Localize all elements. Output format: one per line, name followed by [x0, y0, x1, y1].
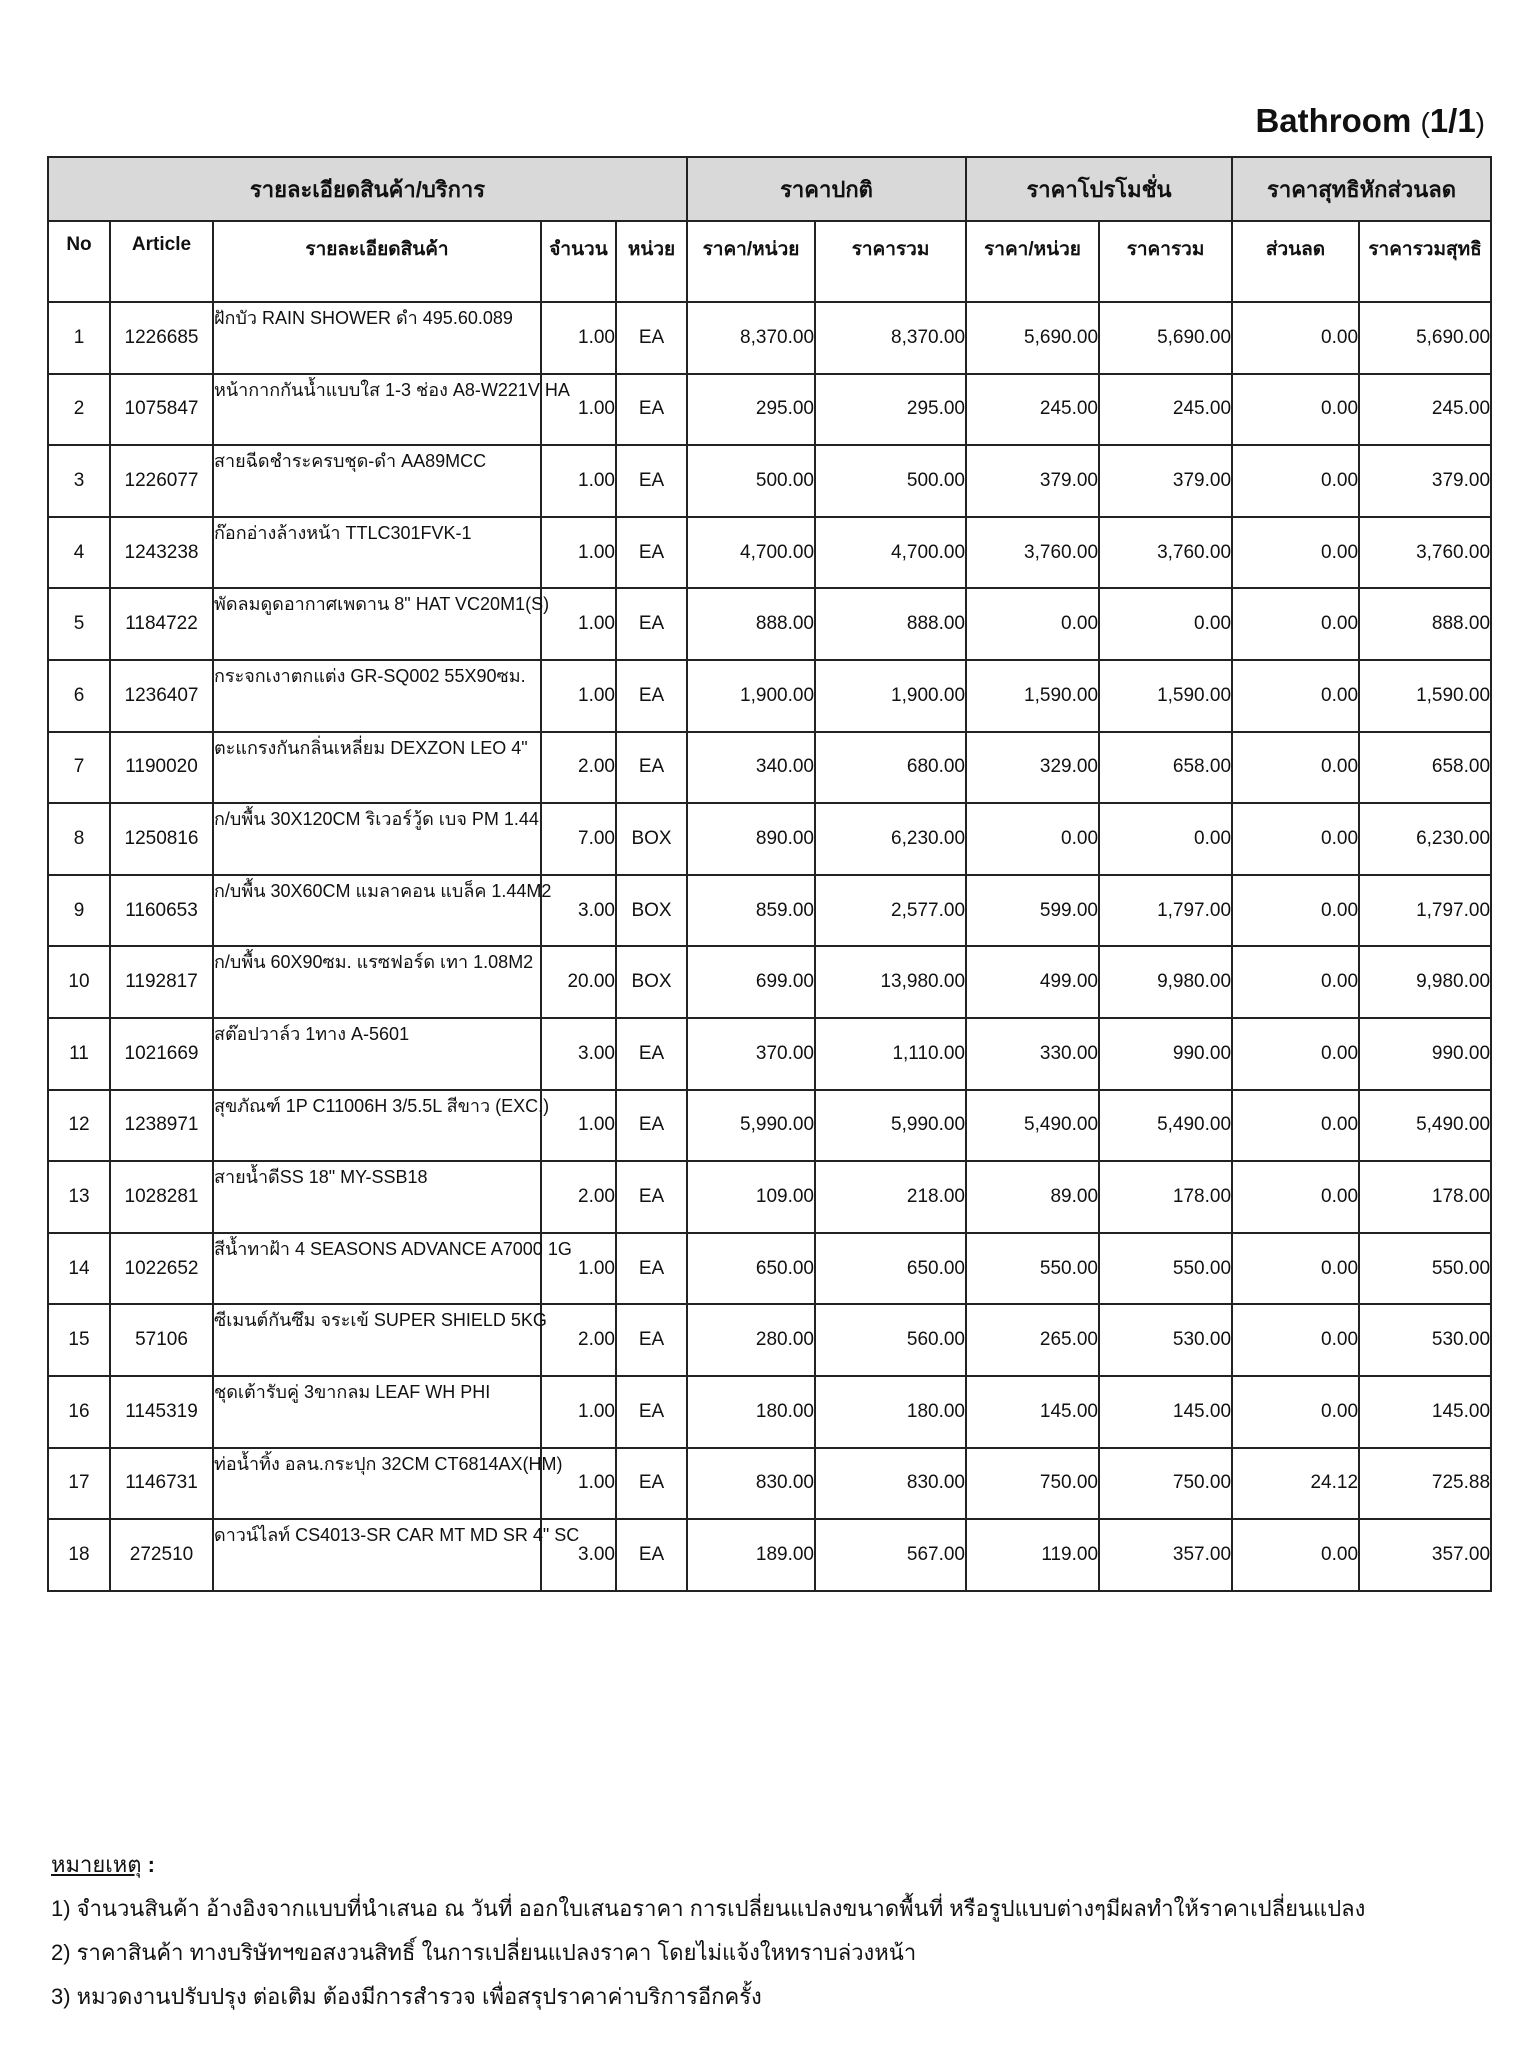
promo-total: 0.00	[1099, 588, 1232, 660]
quotation-table	[47, 156, 1492, 1592]
article-number: 1226685	[110, 302, 213, 374]
item-description: ฝักบัว RAIN SHOWER ดำ 495.60.089	[213, 302, 541, 374]
normal-unit-price: 888.00	[687, 588, 815, 660]
column-header-promo-unit-price: ราคา/หน่วย	[966, 221, 1099, 302]
promo-total: 658.00	[1099, 732, 1232, 804]
notes-section	[51, 1843, 1365, 2019]
row-no: 8	[48, 803, 110, 875]
normal-unit-price: 340.00	[687, 732, 815, 804]
normal-unit-price: 189.00	[687, 1519, 815, 1591]
row-no: 13	[48, 1161, 110, 1233]
page-title-paren-close: )	[1475, 107, 1485, 138]
net-total: 357.00	[1359, 1519, 1491, 1591]
unit: EA	[616, 1090, 687, 1162]
column-header-net-total: ราคารวมสุทธิ	[1359, 221, 1491, 302]
article-number: 272510	[110, 1519, 213, 1591]
discount: 0.00	[1232, 875, 1359, 947]
promo-unit-price: 379.00	[966, 445, 1099, 517]
column-header-unit: หน่วย	[616, 221, 687, 302]
column-header-promo-total: ราคารวม	[1099, 221, 1232, 302]
promo-unit-price: 145.00	[966, 1376, 1099, 1448]
group-header-promo-price: ราคาโปรโมชั่น	[966, 157, 1232, 221]
net-total: 5,690.00	[1359, 302, 1491, 374]
promo-total: 990.00	[1099, 1018, 1232, 1090]
article-number: 1021669	[110, 1018, 213, 1090]
row-no: 9	[48, 875, 110, 947]
discount: 24.12	[1232, 1448, 1359, 1520]
unit: EA	[616, 445, 687, 517]
normal-total: 4,700.00	[815, 517, 966, 589]
normal-unit-price: 4,700.00	[687, 517, 815, 589]
promo-unit-price: 0.00	[966, 588, 1099, 660]
net-total: 530.00	[1359, 1304, 1491, 1376]
note-item-3: 3) หมวดงานปรับปรุง ต่อเติม ต้องมีการสำรวจ เพื่อสรุปราคาค่าบริการอีกครั้ง	[51, 1984, 762, 2009]
row-no: 16	[48, 1376, 110, 1448]
promo-total: 1,797.00	[1099, 875, 1232, 947]
column-header-no: No	[48, 221, 110, 302]
page-title-paren-open: (	[1420, 107, 1430, 138]
promo-total: 245.00	[1099, 374, 1232, 446]
article-number: 1238971	[110, 1090, 213, 1162]
article-number: 1243238	[110, 517, 213, 589]
table-row	[48, 517, 1491, 589]
page-number: 1/1	[1429, 102, 1476, 139]
row-no: 2	[48, 374, 110, 446]
row-no: 3	[48, 445, 110, 517]
net-total: 725.88	[1359, 1448, 1491, 1520]
table-row	[48, 1233, 1491, 1305]
article-number: 1190020	[110, 732, 213, 804]
unit: EA	[616, 1376, 687, 1448]
discount: 0.00	[1232, 803, 1359, 875]
table-row	[48, 1018, 1491, 1090]
normal-unit-price: 650.00	[687, 1233, 815, 1305]
quantity: 3.00	[541, 1018, 616, 1090]
normal-unit-price: 830.00	[687, 1448, 815, 1520]
quantity: 1.00	[541, 1448, 616, 1520]
normal-unit-price: 370.00	[687, 1018, 815, 1090]
unit: BOX	[616, 875, 687, 947]
page-title-text: Bathroom	[1255, 102, 1412, 139]
discount: 0.00	[1232, 1519, 1359, 1591]
row-no: 10	[48, 946, 110, 1018]
net-total: 888.00	[1359, 588, 1491, 660]
normal-unit-price: 8,370.00	[687, 302, 815, 374]
column-header-normal-total: ราคารวม	[815, 221, 966, 302]
promo-unit-price: 599.00	[966, 875, 1099, 947]
normal-total: 8,370.00	[815, 302, 966, 374]
discount: 0.00	[1232, 302, 1359, 374]
item-description: หน้ากากกันน้ำแบบใส 1-3 ช่อง A8-W221V HA	[213, 374, 541, 446]
article-number: 1250816	[110, 803, 213, 875]
article-number: 1022652	[110, 1233, 213, 1305]
normal-unit-price: 890.00	[687, 803, 815, 875]
article-number: 1028281	[110, 1161, 213, 1233]
normal-total: 13,980.00	[815, 946, 966, 1018]
quantity: 1.00	[541, 1090, 616, 1162]
row-no: 17	[48, 1448, 110, 1520]
normal-unit-price: 5,990.00	[687, 1090, 815, 1162]
discount: 0.00	[1232, 588, 1359, 660]
quantity: 3.00	[541, 875, 616, 947]
group-header-normal-price: ราคาปกติ	[687, 157, 966, 221]
quantity: 7.00	[541, 803, 616, 875]
promo-unit-price: 5,490.00	[966, 1090, 1099, 1162]
item-description: ท่อน้ำทิ้ง อลน.กระปุก 32CM CT6814AX(HM)	[213, 1448, 541, 1520]
normal-total: 218.00	[815, 1161, 966, 1233]
discount: 0.00	[1232, 1161, 1359, 1233]
normal-total: 680.00	[815, 732, 966, 804]
item-description: ก/บพื้น 30X60CM แมลาคอน แบล็ค 1.44M2	[213, 875, 541, 947]
normal-total: 6,230.00	[815, 803, 966, 875]
normal-total: 180.00	[815, 1376, 966, 1448]
promo-total: 178.00	[1099, 1161, 1232, 1233]
table-row	[48, 374, 1491, 446]
table-row	[48, 875, 1491, 947]
article-number: 1146731	[110, 1448, 213, 1520]
promo-unit-price: 265.00	[966, 1304, 1099, 1376]
item-description: ซีเมนต์กันซึม จระเข้ SUPER SHIELD 5KG	[213, 1304, 541, 1376]
quantity: 1.00	[541, 517, 616, 589]
normal-total: 2,577.00	[815, 875, 966, 947]
unit: EA	[616, 1018, 687, 1090]
article-number: 1075847	[110, 374, 213, 446]
notes-colon: :	[141, 1852, 156, 1877]
normal-total: 560.00	[815, 1304, 966, 1376]
row-no: 5	[48, 588, 110, 660]
unit: BOX	[616, 803, 687, 875]
item-description: ก๊อกอ่างล้างหน้า TTLC301FVK-1	[213, 517, 541, 589]
promo-total: 9,980.00	[1099, 946, 1232, 1018]
promo-total: 530.00	[1099, 1304, 1232, 1376]
promo-unit-price: 5,690.00	[966, 302, 1099, 374]
table-row	[48, 1448, 1491, 1520]
unit: EA	[616, 1448, 687, 1520]
normal-total: 1,110.00	[815, 1018, 966, 1090]
quantity: 1.00	[541, 374, 616, 446]
net-total: 550.00	[1359, 1233, 1491, 1305]
net-total: 5,490.00	[1359, 1090, 1491, 1162]
discount: 0.00	[1232, 1018, 1359, 1090]
net-total: 658.00	[1359, 732, 1491, 804]
item-description: พัดลมดูดอากาศเพดาน 8" HAT VC20M1(S)	[213, 588, 541, 660]
promo-total: 550.00	[1099, 1233, 1232, 1305]
table-row	[48, 588, 1491, 660]
unit: EA	[616, 302, 687, 374]
promo-unit-price: 3,760.00	[966, 517, 1099, 589]
net-total: 990.00	[1359, 1018, 1491, 1090]
table-row	[48, 302, 1491, 374]
quantity: 1.00	[541, 588, 616, 660]
promo-total: 379.00	[1099, 445, 1232, 517]
normal-unit-price: 859.00	[687, 875, 815, 947]
net-total: 9,980.00	[1359, 946, 1491, 1018]
quantity: 1.00	[541, 1376, 616, 1448]
normal-total: 500.00	[815, 445, 966, 517]
promo-total: 5,690.00	[1099, 302, 1232, 374]
notes-title: หมายเหตุ	[51, 1852, 142, 1877]
discount: 0.00	[1232, 1376, 1359, 1448]
article-number: 1145319	[110, 1376, 213, 1448]
promo-total: 750.00	[1099, 1448, 1232, 1520]
promo-unit-price: 0.00	[966, 803, 1099, 875]
row-no: 11	[48, 1018, 110, 1090]
article-number: 1192817	[110, 946, 213, 1018]
normal-unit-price: 1,900.00	[687, 660, 815, 732]
article-number: 57106	[110, 1304, 213, 1376]
article-number: 1160653	[110, 875, 213, 947]
quantity: 2.00	[541, 1304, 616, 1376]
net-total: 6,230.00	[1359, 803, 1491, 875]
normal-unit-price: 280.00	[687, 1304, 815, 1376]
normal-total: 1,900.00	[815, 660, 966, 732]
quantity: 1.00	[541, 1233, 616, 1305]
table-row	[48, 1519, 1491, 1591]
normal-unit-price: 699.00	[687, 946, 815, 1018]
normal-total: 5,990.00	[815, 1090, 966, 1162]
item-description: ก/บพื้น 60X90ซม. แรซฟอร์ด เทา 1.08M2	[213, 946, 541, 1018]
group-header-net-price: ราคาสุทธิหักส่วนลด	[1232, 157, 1491, 221]
normal-unit-price: 500.00	[687, 445, 815, 517]
discount: 0.00	[1232, 517, 1359, 589]
row-no: 12	[48, 1090, 110, 1162]
item-description: สีน้ำทาฝ้า 4 SEASONS ADVANCE A7000 1G	[213, 1233, 541, 1305]
quantity: 1.00	[541, 660, 616, 732]
discount: 0.00	[1232, 1233, 1359, 1305]
promo-total: 145.00	[1099, 1376, 1232, 1448]
item-description: สต๊อปวาล์ว 1ทาง A-5601	[213, 1018, 541, 1090]
page-title	[1255, 102, 1485, 140]
column-header-description: รายละเอียดสินค้า	[213, 221, 541, 302]
promo-total: 357.00	[1099, 1519, 1232, 1591]
discount: 0.00	[1232, 732, 1359, 804]
promo-unit-price: 330.00	[966, 1018, 1099, 1090]
quantity: 20.00	[541, 946, 616, 1018]
unit: EA	[616, 1519, 687, 1591]
net-total: 379.00	[1359, 445, 1491, 517]
item-description: ก/บพื้น 30X120CM ริเวอร์วู้ด เบจ PM 1.44	[213, 803, 541, 875]
discount: 0.00	[1232, 660, 1359, 732]
net-total: 1,797.00	[1359, 875, 1491, 947]
item-description: ดาวน์ไลท์ CS4013-SR CAR MT MD SR 4" SC	[213, 1519, 541, 1591]
column-header-quantity: จำนวน	[541, 221, 616, 302]
table-row	[48, 445, 1491, 517]
note-item-2: 2) ราคาสินค้า ทางบริษัทฯขอสงวนสิทธิ์ ในการเปลี่ยนแปลงราคา โดยไม่แจ้งใหทราบล่วงหน้า	[51, 1940, 917, 1965]
promo-unit-price: 245.00	[966, 374, 1099, 446]
item-description: ตะแกรงกันกลิ่นเหลี่ยม DEXZON LEO 4"	[213, 732, 541, 804]
unit: BOX	[616, 946, 687, 1018]
normal-total: 888.00	[815, 588, 966, 660]
column-header-normal-unit-price: ราคา/หน่วย	[687, 221, 815, 302]
table-row	[48, 1376, 1491, 1448]
table-row	[48, 1090, 1491, 1162]
table-row	[48, 1161, 1491, 1233]
discount: 0.00	[1232, 946, 1359, 1018]
discount: 0.00	[1232, 1090, 1359, 1162]
normal-total: 567.00	[815, 1519, 966, 1591]
quantity: 2.00	[541, 732, 616, 804]
table-row	[48, 946, 1491, 1018]
table-row	[48, 732, 1491, 804]
group-header-details: รายละเอียดสินค้า/บริการ	[48, 157, 687, 221]
normal-total: 830.00	[815, 1448, 966, 1520]
unit: EA	[616, 517, 687, 589]
article-number: 1184722	[110, 588, 213, 660]
promo-total: 5,490.00	[1099, 1090, 1232, 1162]
promo-total: 3,760.00	[1099, 517, 1232, 589]
net-total: 145.00	[1359, 1376, 1491, 1448]
quantity: 2.00	[541, 1161, 616, 1233]
promo-total: 1,590.00	[1099, 660, 1232, 732]
promo-unit-price: 1,590.00	[966, 660, 1099, 732]
unit: EA	[616, 374, 687, 446]
unit: EA	[616, 732, 687, 804]
promo-unit-price: 89.00	[966, 1161, 1099, 1233]
row-no: 7	[48, 732, 110, 804]
column-header-discount: ส่วนลด	[1232, 221, 1359, 302]
normal-unit-price: 109.00	[687, 1161, 815, 1233]
column-header-article: Article	[110, 221, 213, 302]
article-number: 1226077	[110, 445, 213, 517]
net-total: 1,590.00	[1359, 660, 1491, 732]
note-item-1: 1) จำนวนสินค้า อ้างอิงจากแบบที่นำเสนอ ณ วันที่ ออกใบเสนอราคา การเปลี่ยนแปลงขนาดพื้นที่ หรือรูปแบบต่างๆมีผลทำให้ราคาเปลี่ยนแปลง	[51, 1896, 1366, 1921]
row-no: 15	[48, 1304, 110, 1376]
normal-unit-price: 180.00	[687, 1376, 815, 1448]
net-total: 178.00	[1359, 1161, 1491, 1233]
table-row	[48, 803, 1491, 875]
row-no: 1	[48, 302, 110, 374]
discount: 0.00	[1232, 1304, 1359, 1376]
item-description: ชุดเต้ารับคู่ 3ขากลม LEAF WH PHI	[213, 1376, 541, 1448]
row-no: 18	[48, 1519, 110, 1591]
item-description: สายน้ำดีSS 18" MY-SSB18	[213, 1161, 541, 1233]
promo-unit-price: 329.00	[966, 732, 1099, 804]
discount: 0.00	[1232, 445, 1359, 517]
promo-unit-price: 750.00	[966, 1448, 1099, 1520]
quantity: 1.00	[541, 302, 616, 374]
promo-total: 0.00	[1099, 803, 1232, 875]
item-description: สายฉีดชำระครบชุด-ดำ AA89MCC	[213, 445, 541, 517]
table-row	[48, 660, 1491, 732]
normal-total: 295.00	[815, 374, 966, 446]
promo-unit-price: 119.00	[966, 1519, 1099, 1591]
discount: 0.00	[1232, 374, 1359, 446]
quantity: 1.00	[541, 445, 616, 517]
article-number: 1236407	[110, 660, 213, 732]
quantity: 3.00	[541, 1519, 616, 1591]
unit: EA	[616, 660, 687, 732]
table-row	[48, 1304, 1491, 1376]
row-no: 4	[48, 517, 110, 589]
normal-total: 650.00	[815, 1233, 966, 1305]
net-total: 245.00	[1359, 374, 1491, 446]
unit: EA	[616, 1233, 687, 1305]
group-header-row	[48, 157, 1491, 221]
net-total: 3,760.00	[1359, 517, 1491, 589]
unit: EA	[616, 1161, 687, 1233]
normal-unit-price: 295.00	[687, 374, 815, 446]
unit: EA	[616, 1304, 687, 1376]
promo-unit-price: 499.00	[966, 946, 1099, 1018]
item-description: กระจกเงาตกแต่ง GR-SQ002 55X90ซม.	[213, 660, 541, 732]
unit: EA	[616, 588, 687, 660]
column-header-row	[48, 221, 1491, 302]
promo-unit-price: 550.00	[966, 1233, 1099, 1305]
row-no: 6	[48, 660, 110, 732]
item-description: สุขภัณฑ์ 1P C11006H 3/5.5L สีขาว (EXC.)	[213, 1090, 541, 1162]
row-no: 14	[48, 1233, 110, 1305]
